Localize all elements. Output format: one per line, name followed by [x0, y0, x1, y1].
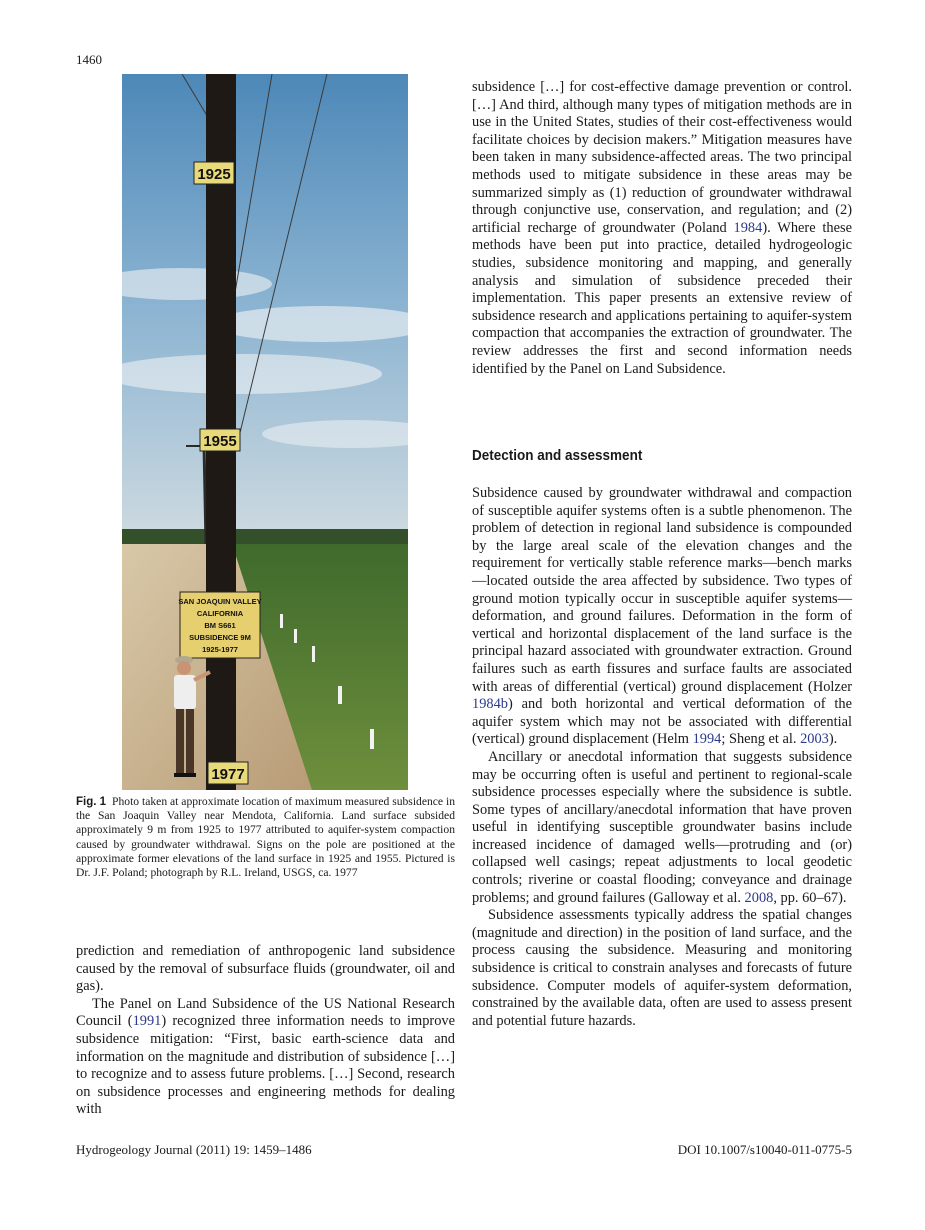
citation-link[interactable]: 2008 — [744, 889, 774, 906]
right-paragraph-1: Subsidence caused by groundwater withdrawal and compaction of susceptible aquifer systems often is a subtle phenomenon. The problem of detection in regional land subsidence is compounded by the large areal scale of the elevation changes and the requirement for vertically stable reference marks—bench marks—located outside the area affected by subsidence. Two types of ground motion typically occur in susceptible aquifer systems—deformation, and ground failures. Deformation in the form of vertical and horizontal displacement of the land surface is the principal hazard associated with groundwater extraction. Ground failures such as earth fissures and surface faults are associated with areas of differential (vertical) ground displacement (Holzer 1984b) and both horizontal and vertical deformation of the aquifer system which may not be associated with differential (vertical) ground displacement (Helm 1994; Sheng et al. 2003). — [472, 485, 852, 748]
page-number: 1460 — [76, 52, 102, 67]
sign-1925: 1925 — [197, 166, 231, 183]
bm-line4: SUBSIDENCE 9M — [189, 633, 251, 642]
journal-footer: Hydrogeology Journal (2011) 19: 1459–1486 — [76, 1142, 312, 1157]
distant-pole — [204, 444, 206, 544]
sign-1977: 1977 — [211, 766, 245, 783]
bm-line1: SAN JOAQUIN VALLEY — [178, 597, 262, 606]
doi-footer: DOI 10.1007/s10040-011-0775-5 — [677, 1142, 852, 1157]
figure-caption-text: Photo taken at approximate location of maximum measured subsidence in the San Joaquin Valley near Mendota, California. Land surface subsided approximately 9 m from 1925 to 1977 attributed to aquifer-system compaction caused by groundwater withdrawal. Signs on the pole are positioned at the approximate former elevations of the land surface in 1925 and 1955. Pictured is Dr. J.F. Poland; photograph by R.L. Ireland, USGS, ca. 1977 — [76, 795, 455, 880]
right-column-body — [472, 485, 852, 1030]
figure-label: Fig. 1 — [76, 796, 107, 808]
right-column-top — [472, 79, 852, 378]
bm-line2: CALIFORNIA — [196, 609, 244, 618]
bm-line5: 1925-1977 — [202, 645, 238, 654]
right-paragraph-2: Ancillary or anecdotal information that suggests subsidence may be occurring often is useful and pertinent to regional-scale subsidence processes especially where the subsidence is subtle. Some types of ancillary/anecdotal information that have proven useful in identifying susceptible groundwater basins include increased incidence of damaged wells—protruding and (or) collapsed well casings; repeat adjustments to local geodetic controls; riverine or coastal flooding; conveyance and drainage problems; and ground failures (Galloway et al. 2008, pp. 60–67). — [472, 748, 852, 906]
figure-photo — [122, 74, 408, 790]
right-paragraph-3: Subsidence assessments typically address the spatial changes (magnitude and direction) in the position of land surface, and the process causing the subsidence. Measuring and monitoring subsidence is critical to constrain analyses and forecasts of future subsidence. Computer models of aquifer-system deformation, constrained by the available data, often are used to assess present and potential future hazards. — [472, 907, 852, 1029]
sign-1955: 1955 — [203, 433, 237, 450]
citation-link[interactable]: 2003 — [800, 731, 829, 748]
citation-link[interactable]: 1984b — [472, 696, 508, 713]
citation-link[interactable]: 1994 — [692, 731, 722, 748]
right-paragraph-continued: subsidence […] for cost-effective damage prevention or control. […] And third, although many types of mitigation methods are in use in the United States, studies of their cost-effectiveness would facilitate choices by decision makers.” Mitigation measures have been taken in many subsidence-affected areas. The two principal methods used to mitigate subsidence in these areas may be summarized simply as (1) reduction of groundwater withdrawal through conjunctive use, conservation, and regulation; and (2) artificial recharge of groundwater (Poland 1984). Where these methods have been put into practice, detailed hydrogeologic studies, subsidence monitoring and mapping, and generally analysis and simulation of subsidence preceded their implementation. This paper presents an extensive review of subsidence research and applications pertaining to aquifer-system compaction that accompanies the extraction of groundwater. The review addresses the first and second information needs identified by the Panel on Land Subsidence. — [472, 79, 852, 377]
left-paragraph-1: prediction and remediation of anthropogenic land subsidence caused by the removal of subsurface fluids (groundwater, oil and gas). — [76, 943, 455, 995]
citation-link[interactable]: 1991 — [132, 1013, 162, 1030]
left-column — [76, 943, 455, 1119]
citation-link[interactable]: 1984 — [733, 219, 763, 236]
bm-line3: BM S661 — [204, 621, 236, 630]
left-paragraph-2: The Panel on Land Subsidence of the US National Research Council (1991) recognized three information needs to improve subsidence mitigation: “First, basic earth-science data and information on the magnitude and distribution of subsidence […] to recognize and to assess future problems. […] Second, research on subsidence processes and engineering methods for dealing with — [76, 995, 455, 1118]
figure-caption — [76, 795, 455, 880]
section-heading: Detection and assessment — [472, 447, 643, 464]
